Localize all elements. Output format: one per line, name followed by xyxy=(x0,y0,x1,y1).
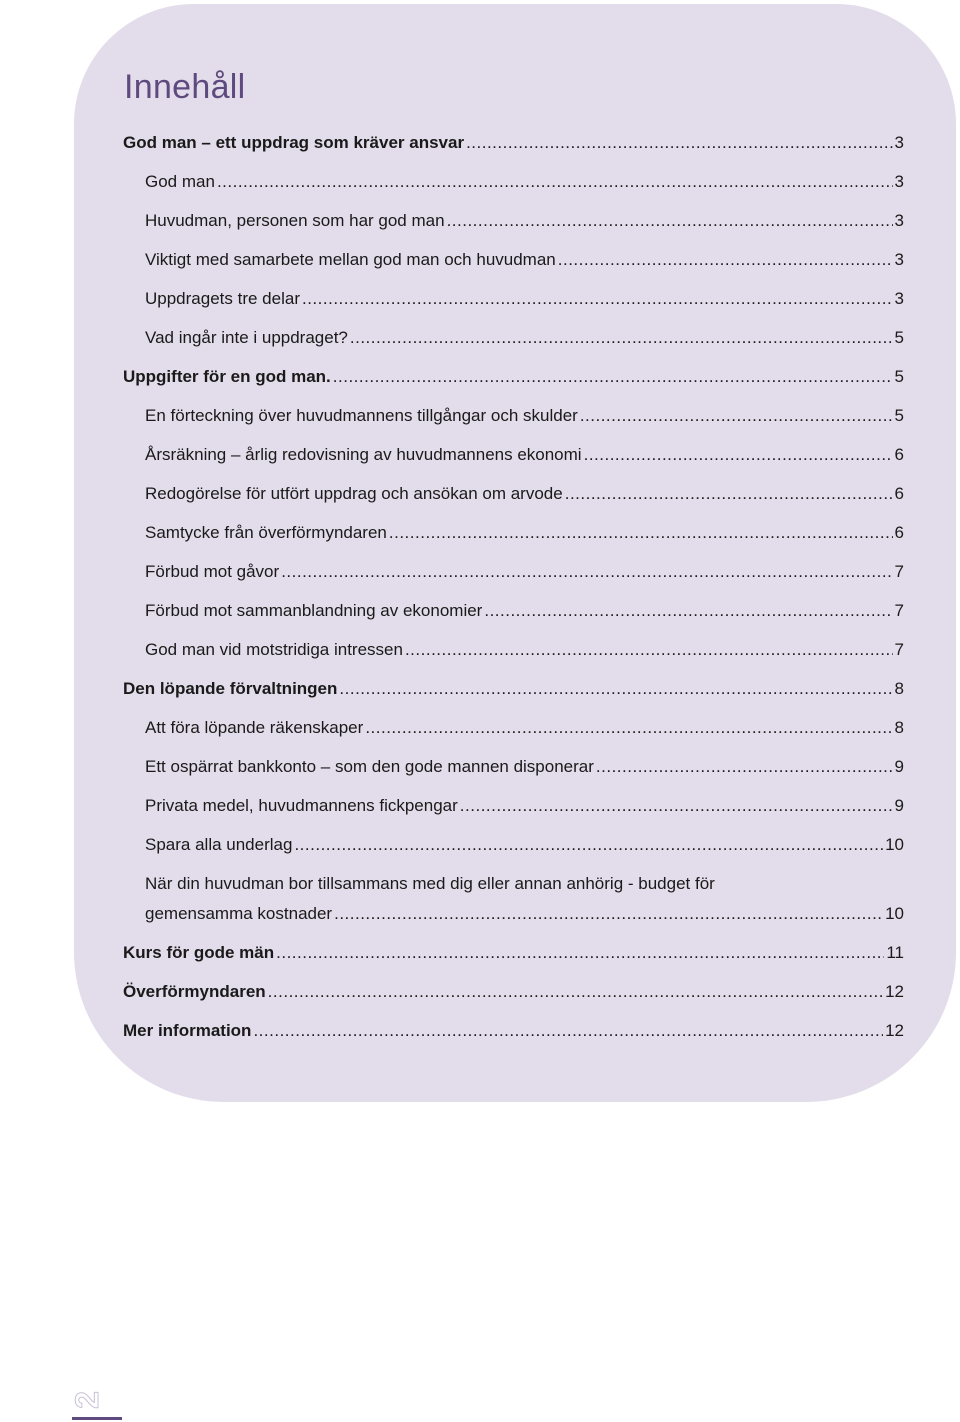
toc-entry-page: 9 xyxy=(894,757,904,776)
toc-entry[interactable] xyxy=(145,752,904,782)
toc-entry-page: 11 xyxy=(886,943,904,962)
toc-entry-page: 7 xyxy=(894,562,904,581)
toc-entry[interactable] xyxy=(145,635,904,665)
toc-entry[interactable] xyxy=(145,284,904,314)
toc-entry-page: 3 xyxy=(894,289,904,308)
toc-entry[interactable] xyxy=(145,557,904,587)
toc-leader xyxy=(294,830,883,860)
toc-entry-page: 5 xyxy=(894,328,904,347)
toc-entry[interactable] xyxy=(145,167,904,197)
toc-entry[interactable] xyxy=(145,830,904,860)
toc-entry-page: 7 xyxy=(894,640,904,659)
toc-entry[interactable] xyxy=(145,518,904,548)
toc-entry-label: Redogörelse för utfört uppdrag och ansökan om arvode xyxy=(145,484,563,503)
toc-entry[interactable] xyxy=(145,791,904,821)
toc-entry-page: 3 xyxy=(894,250,904,269)
toc-entry[interactable] xyxy=(145,596,904,626)
toc-entry-page: 12 xyxy=(885,1021,904,1040)
toc-entry-label: Uppdragets tre delar xyxy=(145,289,300,308)
toc-entry[interactable] xyxy=(145,713,904,743)
toc-leader xyxy=(350,323,893,353)
toc-entry[interactable] xyxy=(145,869,904,929)
toc-entry-page: 8 xyxy=(894,718,904,737)
toc-entry-label: En förteckning över huvudmannens tillgångar och skulder xyxy=(145,406,578,425)
toc-entry[interactable] xyxy=(145,401,904,431)
toc-entry[interactable] xyxy=(123,977,904,1007)
toc-entry-label: Att föra löpande räkenskaper xyxy=(145,718,364,737)
page-number-rule xyxy=(72,1417,122,1420)
toc-entry-page: 12 xyxy=(885,982,904,1001)
toc-entry[interactable] xyxy=(145,245,904,275)
toc-entry-label: Uppgifter för en god man. xyxy=(123,367,331,386)
toc-title: Innehåll xyxy=(124,68,246,106)
toc-entry-label: Vad ingår inte i uppdraget? xyxy=(145,328,348,347)
toc-entry-page: 6 xyxy=(894,523,904,542)
toc-entry-label: Ett ospärrat bankkonto – som den gode mannen disponerar xyxy=(145,757,594,776)
toc-entry-page: 8 xyxy=(894,679,904,698)
toc-entry-label: Årsräkning – årlig redovisning av huvudmannens ekonomi xyxy=(145,445,582,464)
toc-entry-label: Mer information xyxy=(123,1021,252,1040)
toc-leader xyxy=(217,167,893,197)
toc-leader xyxy=(558,245,893,275)
toc-leader xyxy=(276,938,884,968)
toc-leader xyxy=(405,635,893,665)
toc-entry-page: 6 xyxy=(894,445,904,464)
toc-entry[interactable] xyxy=(145,479,904,509)
toc-entry-label: Den löpande förvaltningen xyxy=(123,679,338,698)
toc-entry-label: När din huvudman bor tillsammans med dig eller annan anhörig - budget för xyxy=(145,874,715,893)
toc-entry-label: Förbud mot sammanblandning av ekonomier xyxy=(145,601,483,620)
toc-entry-page: 3 xyxy=(894,133,904,152)
toc-entry-page: 3 xyxy=(894,172,904,191)
toc-entry-page: 3 xyxy=(894,211,904,230)
toc-leader xyxy=(365,713,892,743)
toc-entry[interactable] xyxy=(123,938,904,968)
page-number xyxy=(68,1386,122,1420)
toc-entry-label: God man vid motstridiga intressen xyxy=(145,640,403,659)
toc-leader xyxy=(460,791,893,821)
toc-leader xyxy=(484,596,892,626)
toc-entry-page: 5 xyxy=(894,367,904,386)
toc-entry-label: God man xyxy=(145,172,215,191)
toc-entry-page: 7 xyxy=(894,601,904,620)
toc-entry[interactable] xyxy=(123,128,904,158)
toc-leader xyxy=(268,977,883,1007)
toc-leader xyxy=(466,128,892,158)
toc-leader xyxy=(281,557,892,587)
toc-entry-label: Huvudman, personen som har god man xyxy=(145,211,445,230)
toc-entry-label: God man – ett uppdrag som kräver ansvar xyxy=(123,133,465,152)
toc-entry[interactable] xyxy=(123,1016,904,1046)
toc-entry-label: Privata medel, huvudmannens fickpengar xyxy=(145,796,458,815)
toc-leader xyxy=(302,284,893,314)
toc-entry-page: 9 xyxy=(894,796,904,815)
toc-entry-label-continued: gemensamma kostnader xyxy=(145,904,333,923)
toc-leader xyxy=(389,518,893,548)
toc-entry-label: Kurs för gode män xyxy=(123,943,275,962)
toc-leader xyxy=(333,362,893,392)
toc-entry-page: 6 xyxy=(894,484,904,503)
toc-entry-label: Viktigt med samarbete mellan god man och huvudman xyxy=(145,250,556,269)
toc-leader xyxy=(565,479,893,509)
toc-entry-label: Förbud mot gåvor xyxy=(145,562,280,581)
toc-leader xyxy=(334,899,883,929)
toc-entry[interactable] xyxy=(123,674,904,704)
toc-entry[interactable] xyxy=(123,362,904,392)
toc-leader xyxy=(339,674,892,704)
toc-entry-label: Överförmyndaren xyxy=(123,982,266,1001)
toc-leader xyxy=(584,440,893,470)
toc-entry-page: 10 xyxy=(885,904,904,923)
page-number-digit: 2 xyxy=(68,1391,105,1409)
toc-entry[interactable] xyxy=(145,206,904,236)
toc-entry-line2 xyxy=(145,899,904,929)
toc-entry-label: Samtycke från överförmyndaren xyxy=(145,523,387,542)
toc-leader xyxy=(253,1016,883,1046)
toc-entry-label: Spara alla underlag xyxy=(145,835,293,854)
toc-entry[interactable] xyxy=(145,323,904,353)
toc-entry-page: 10 xyxy=(885,835,904,854)
toc-leader xyxy=(447,206,893,236)
toc-entry-page: 5 xyxy=(894,406,904,425)
toc-leader xyxy=(580,401,893,431)
toc-entry[interactable] xyxy=(145,440,904,470)
toc-leader xyxy=(596,752,893,782)
